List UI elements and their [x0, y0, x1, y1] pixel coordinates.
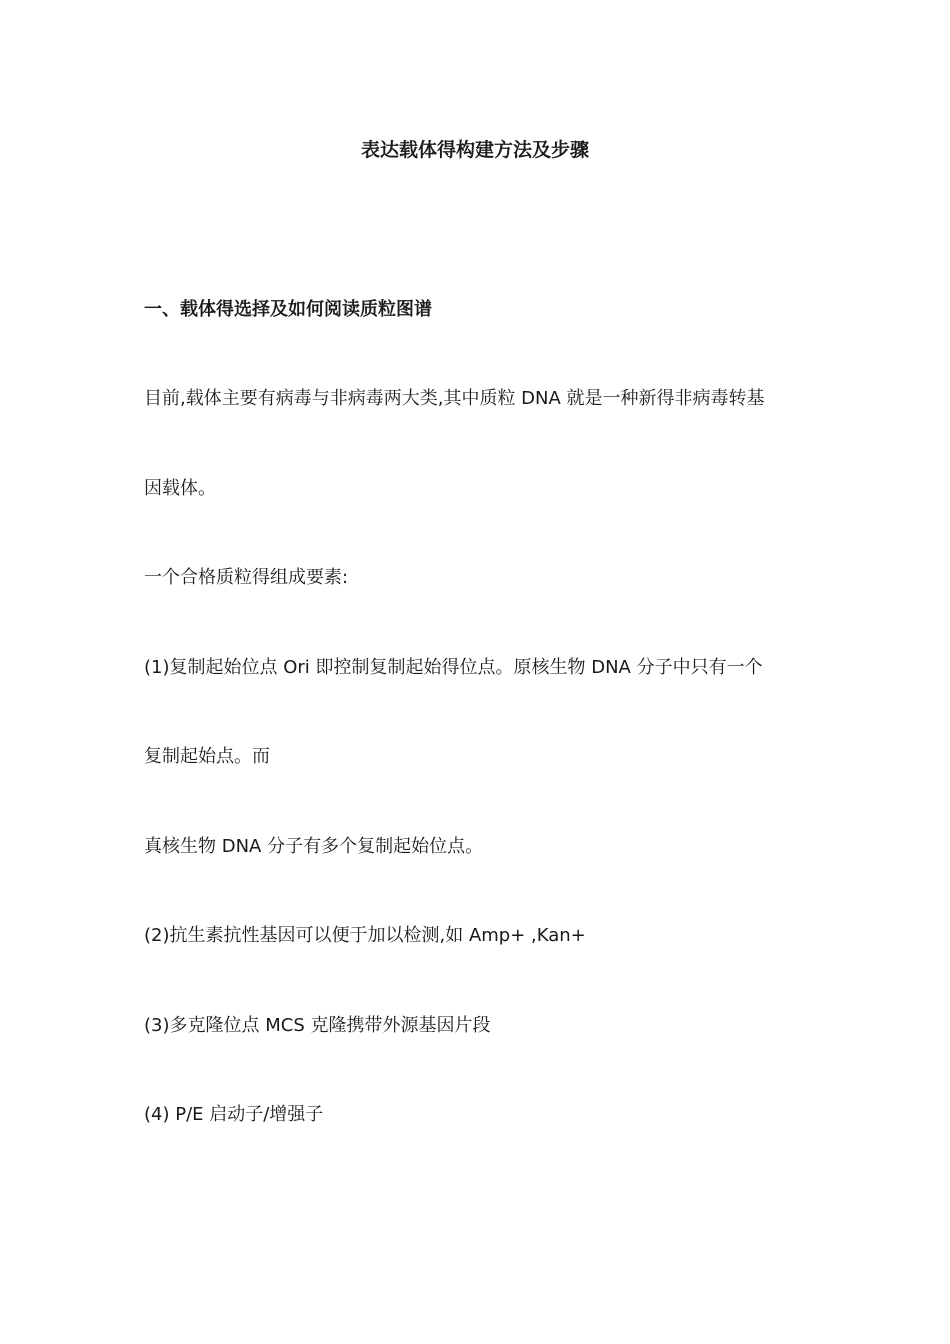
paragraph-line: 目前,载体主要有病毒与非病毒两大类,其中质粒 DNA 就是一种新得非病毒转基 — [144, 388, 765, 409]
list-item-line: (1)复制起始位点 Ori 即控制复制起始得位点。原核生物 DNA 分子中只有一个 — [144, 657, 763, 678]
paragraph-line: 因载体。 — [144, 478, 216, 499]
paragraph-line: 一个合格质粒得组成要素: — [144, 567, 349, 588]
list-item-line: (4) P/E 启动子/增强子 — [144, 1104, 324, 1125]
list-item-line: 复制起始点。而 — [144, 746, 270, 767]
section-heading: 一、载体得选择及如何阅读质粒图谱 — [144, 299, 432, 320]
document-title: 表达载体得构建方法及步骤 — [360, 139, 589, 161]
list-item-line: (2)抗生素抗性基因可以便于加以检测,如 Amp+ ,Kan+ — [144, 925, 586, 946]
list-item-line: 真核生物 DNA 分子有多个复制起始位点。 — [144, 836, 484, 857]
list-item-line: (3)多克隆位点 MCS 克隆携带外源基因片段 — [144, 1015, 491, 1036]
